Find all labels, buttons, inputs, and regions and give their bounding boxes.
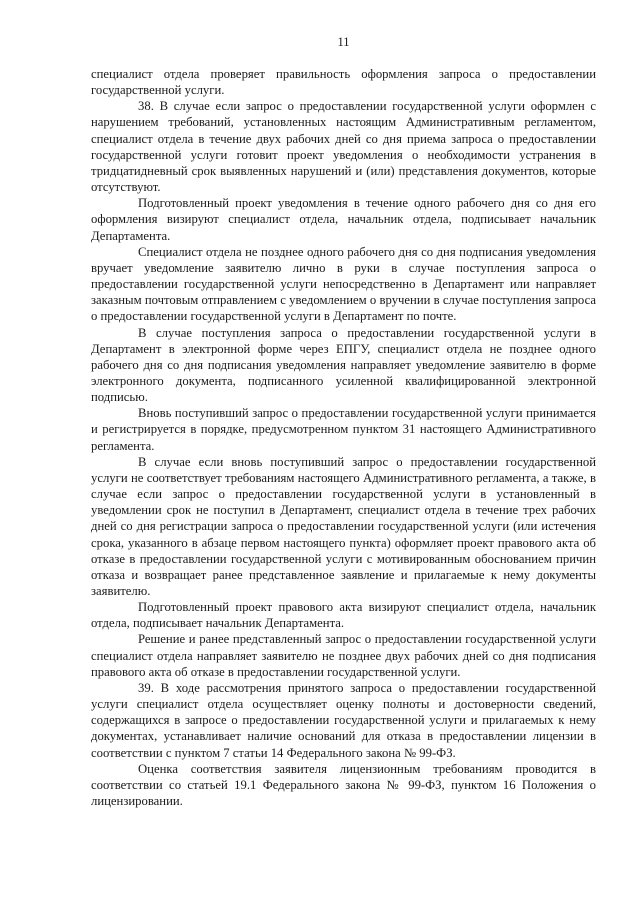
paragraph-2: 38. В случае если запрос о предоставлении государственной услуги оформлен с нарушением требований, установленных настоящим Административным регламентом, специалист отдела в течение двух рабочих дней со дня приема запроса о предоставлении государственной услуги готовит проект уведомления о необходимости устранения в тридцатидневный срок выявленных нарушений и (или) представления документов, которые отсутствуют. (91, 99, 596, 195)
paragraph-6: Вновь поступивший запрос о предоставлении государственной услуги принимается и регистрируется в порядке, предусмотренном пунктом 31 настоящего Административного регламента. (91, 406, 596, 453)
paragraph-1: специалист отдела проверяет правильность оформления запроса о предоставлении государственной услуги. (91, 67, 596, 98)
paragraph-11: Оценка соответствия заявителя лицензионным требованиям проводится в соответствии со статьей 19.1 Федерального закона № 99-ФЗ, пунктом 16 Положения о лицензировании. (91, 761, 596, 809)
page-number: 11 (337, 35, 350, 49)
paragraph-10: 39. В ходе рассмотрения принятого запроса о предоставлении государственной услуги специалист отдела осуществляет оценку полноты и достоверности сведений, содержащихся в запросе о предоставлении государственной услуги и прилагаемых к нему документах, устанавливает наличие оснований для отказа в предоставлении лицензии в соответствии с пунктом 7 статьи 14 Федерального закона № 99-ФЗ. (91, 680, 596, 760)
paragraph-7: В случае если вновь поступивший запрос о предоставлении государственной услуги не соответствует требованиям настоящего Административного регламента, а также, в случае если запрос о предоставлении государственной услуги в установленный в уведомлении срок не поступил в Департамент, специалист отдела в течение трех рабочих дней со дня регистрации запроса о предоставлении государственной услуги (или истечения срока, указанного в абзаце первом настоящего пункта) оформляет проект правового акта об отказе в предоставлении государственной услуги с мотивированным обоснованием причин отказа и возвращает ранее представленное заявление и прилагаемые к нему документы заявителю. (91, 454, 596, 598)
paragraph-4: Специалист отдела не позднее одного рабочего дня со дня подписания уведомления вручает уведомление заявителю лично в руки в случае поступления запроса о предоставлении государственной услуги непосредственно в Департамент или направляет заказным почтовым отправлением с уведомлением о вручении в случае поступления запроса о предоставлении государственной услуги в Департамент по почте. (91, 244, 596, 324)
paragraph-8: Подготовленный проект правового акта визируют специалист отдела, начальник отдела, подписывает начальник Департамента. (91, 600, 596, 631)
paragraph-5: В случае поступления запроса о предоставлении государственной услуги в Департамент в электронной форме через ЕПГУ, специалист отдела не позднее одного рабочего дня со дня подписания уведомления направляет уведомление заявителю в форме электронного документа, подписанного усиленной квалифицированной электронной подписью. (91, 325, 596, 405)
document-page (91, 34, 596, 809)
paragraph-9: Решение и ранее представленный запрос о предоставлении государственной услуги специалист отдела направляет заявителю не позднее двух рабочих дней со дня подписания правового акта об отказе в предоставлении государственной услуги. (91, 632, 596, 679)
paragraph-3: Подготовленный проект уведомления в течение одного рабочего дня со дня его оформления визируют специалист отдела, начальник отдела, подписывает начальник Департамента. (91, 196, 596, 243)
